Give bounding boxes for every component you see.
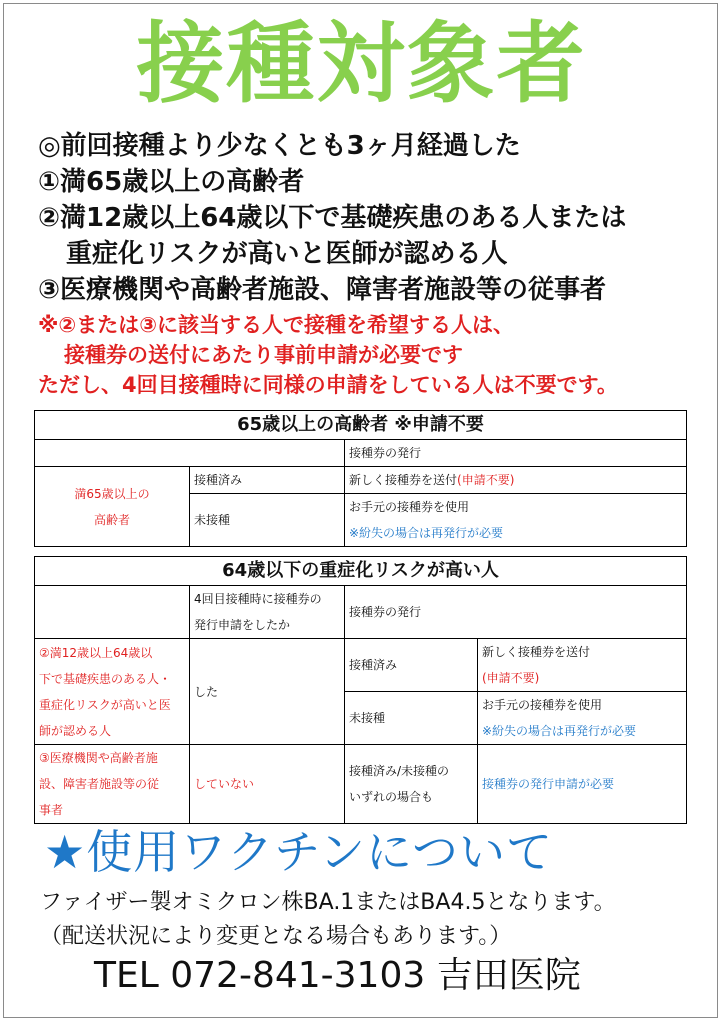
table1-col-header: 接種券の発行 xyxy=(345,440,687,467)
table2-status: 接種済み/未接種の いずれの場合も xyxy=(345,745,478,824)
table1-status: 接種済み xyxy=(190,467,345,494)
vaccine-line-1: ファイザー製オミクロン株BA.1またはBA4.5となります。 xyxy=(40,890,616,915)
table-row xyxy=(35,467,687,494)
eligibility-item-2-cont: 重症化リスクが高いと医師が認める人 xyxy=(66,239,508,269)
table-row xyxy=(35,745,687,824)
vaccine-info xyxy=(40,886,616,954)
table2-result: 接種券の発行申請が必要 xyxy=(478,745,687,824)
eligibility-item-2: ②満12歳以上64歳以下で基礎疾患のある人または xyxy=(38,203,627,233)
page-title: 接種対象者 xyxy=(136,12,587,115)
table2-status: 未接種 xyxy=(345,692,478,745)
vaccine-line-2: （配送状況により変更となる場合もあります。） xyxy=(40,924,512,949)
notice-line-3: ただし、4回目接種時に同様の申請をしている人は不要です。 xyxy=(38,373,618,397)
table1-group-label: 満65歳以上の 高齢者 xyxy=(35,467,190,547)
eligibility-list xyxy=(38,128,708,308)
table2-group2-answer: していない xyxy=(190,745,345,824)
vaccine-section-title: ★使用ワクチンについて xyxy=(44,825,554,879)
notice-line-2: 接種券の送付にあたり事前申請が必要です xyxy=(64,343,463,367)
table2-heading: 64歳以下の重症化リスクが高い人 xyxy=(35,557,687,586)
table1-heading: 65歳以上の高齢者 ※申請不要 xyxy=(35,411,687,440)
table2-status: 接種済み xyxy=(345,639,478,692)
table2-result: お手元の接種券を使用 ※紛失の場合は再発行が必要 xyxy=(478,692,687,745)
clinic-contact: TEL 072-841-3103 吉田医院 xyxy=(94,955,581,996)
table2-group2-label: ③医療機関や高齢者施 設、障害者施設等の従 事者 xyxy=(35,745,190,824)
table1-status: 未接種 xyxy=(190,494,345,547)
table2-result: 新しく接種券を送付 (申請不要) xyxy=(478,639,687,692)
table2-col-header-issue: 接種券の発行 xyxy=(345,586,687,639)
table-row xyxy=(35,586,687,639)
table-64-and-under xyxy=(34,556,687,824)
table-65-and-over xyxy=(34,410,687,547)
table1-result: 新しく接種券を送付(申請不要) xyxy=(345,467,687,494)
eligibility-item-1: ①満65歳以上の高齢者 xyxy=(38,167,305,197)
table-row xyxy=(35,639,687,692)
eligibility-condition: ◎前回接種より少なくとも3ヶ月経過した xyxy=(38,131,521,161)
application-notice xyxy=(38,310,708,400)
table2-group1-answer: した xyxy=(190,639,345,745)
table2-col-header-applied: 4回目接種時に接種券の 発行申請をしたか xyxy=(190,586,345,639)
notice-line-1: ※②または③に該当する人で接種を希望する人は、 xyxy=(38,313,514,337)
table1-result: お手元の接種券を使用 ※紛失の場合は再発行が必要 xyxy=(345,494,687,547)
table2-group1-label: ②満12歳以上64歳以 下で基礎疾患のある人・ 重症化リスクが高いと医 師が認める人 xyxy=(35,639,190,745)
table-row xyxy=(35,440,687,467)
eligibility-item-3: ③医療機関や高齢者施設、障害者施設等の従事者 xyxy=(38,275,607,305)
